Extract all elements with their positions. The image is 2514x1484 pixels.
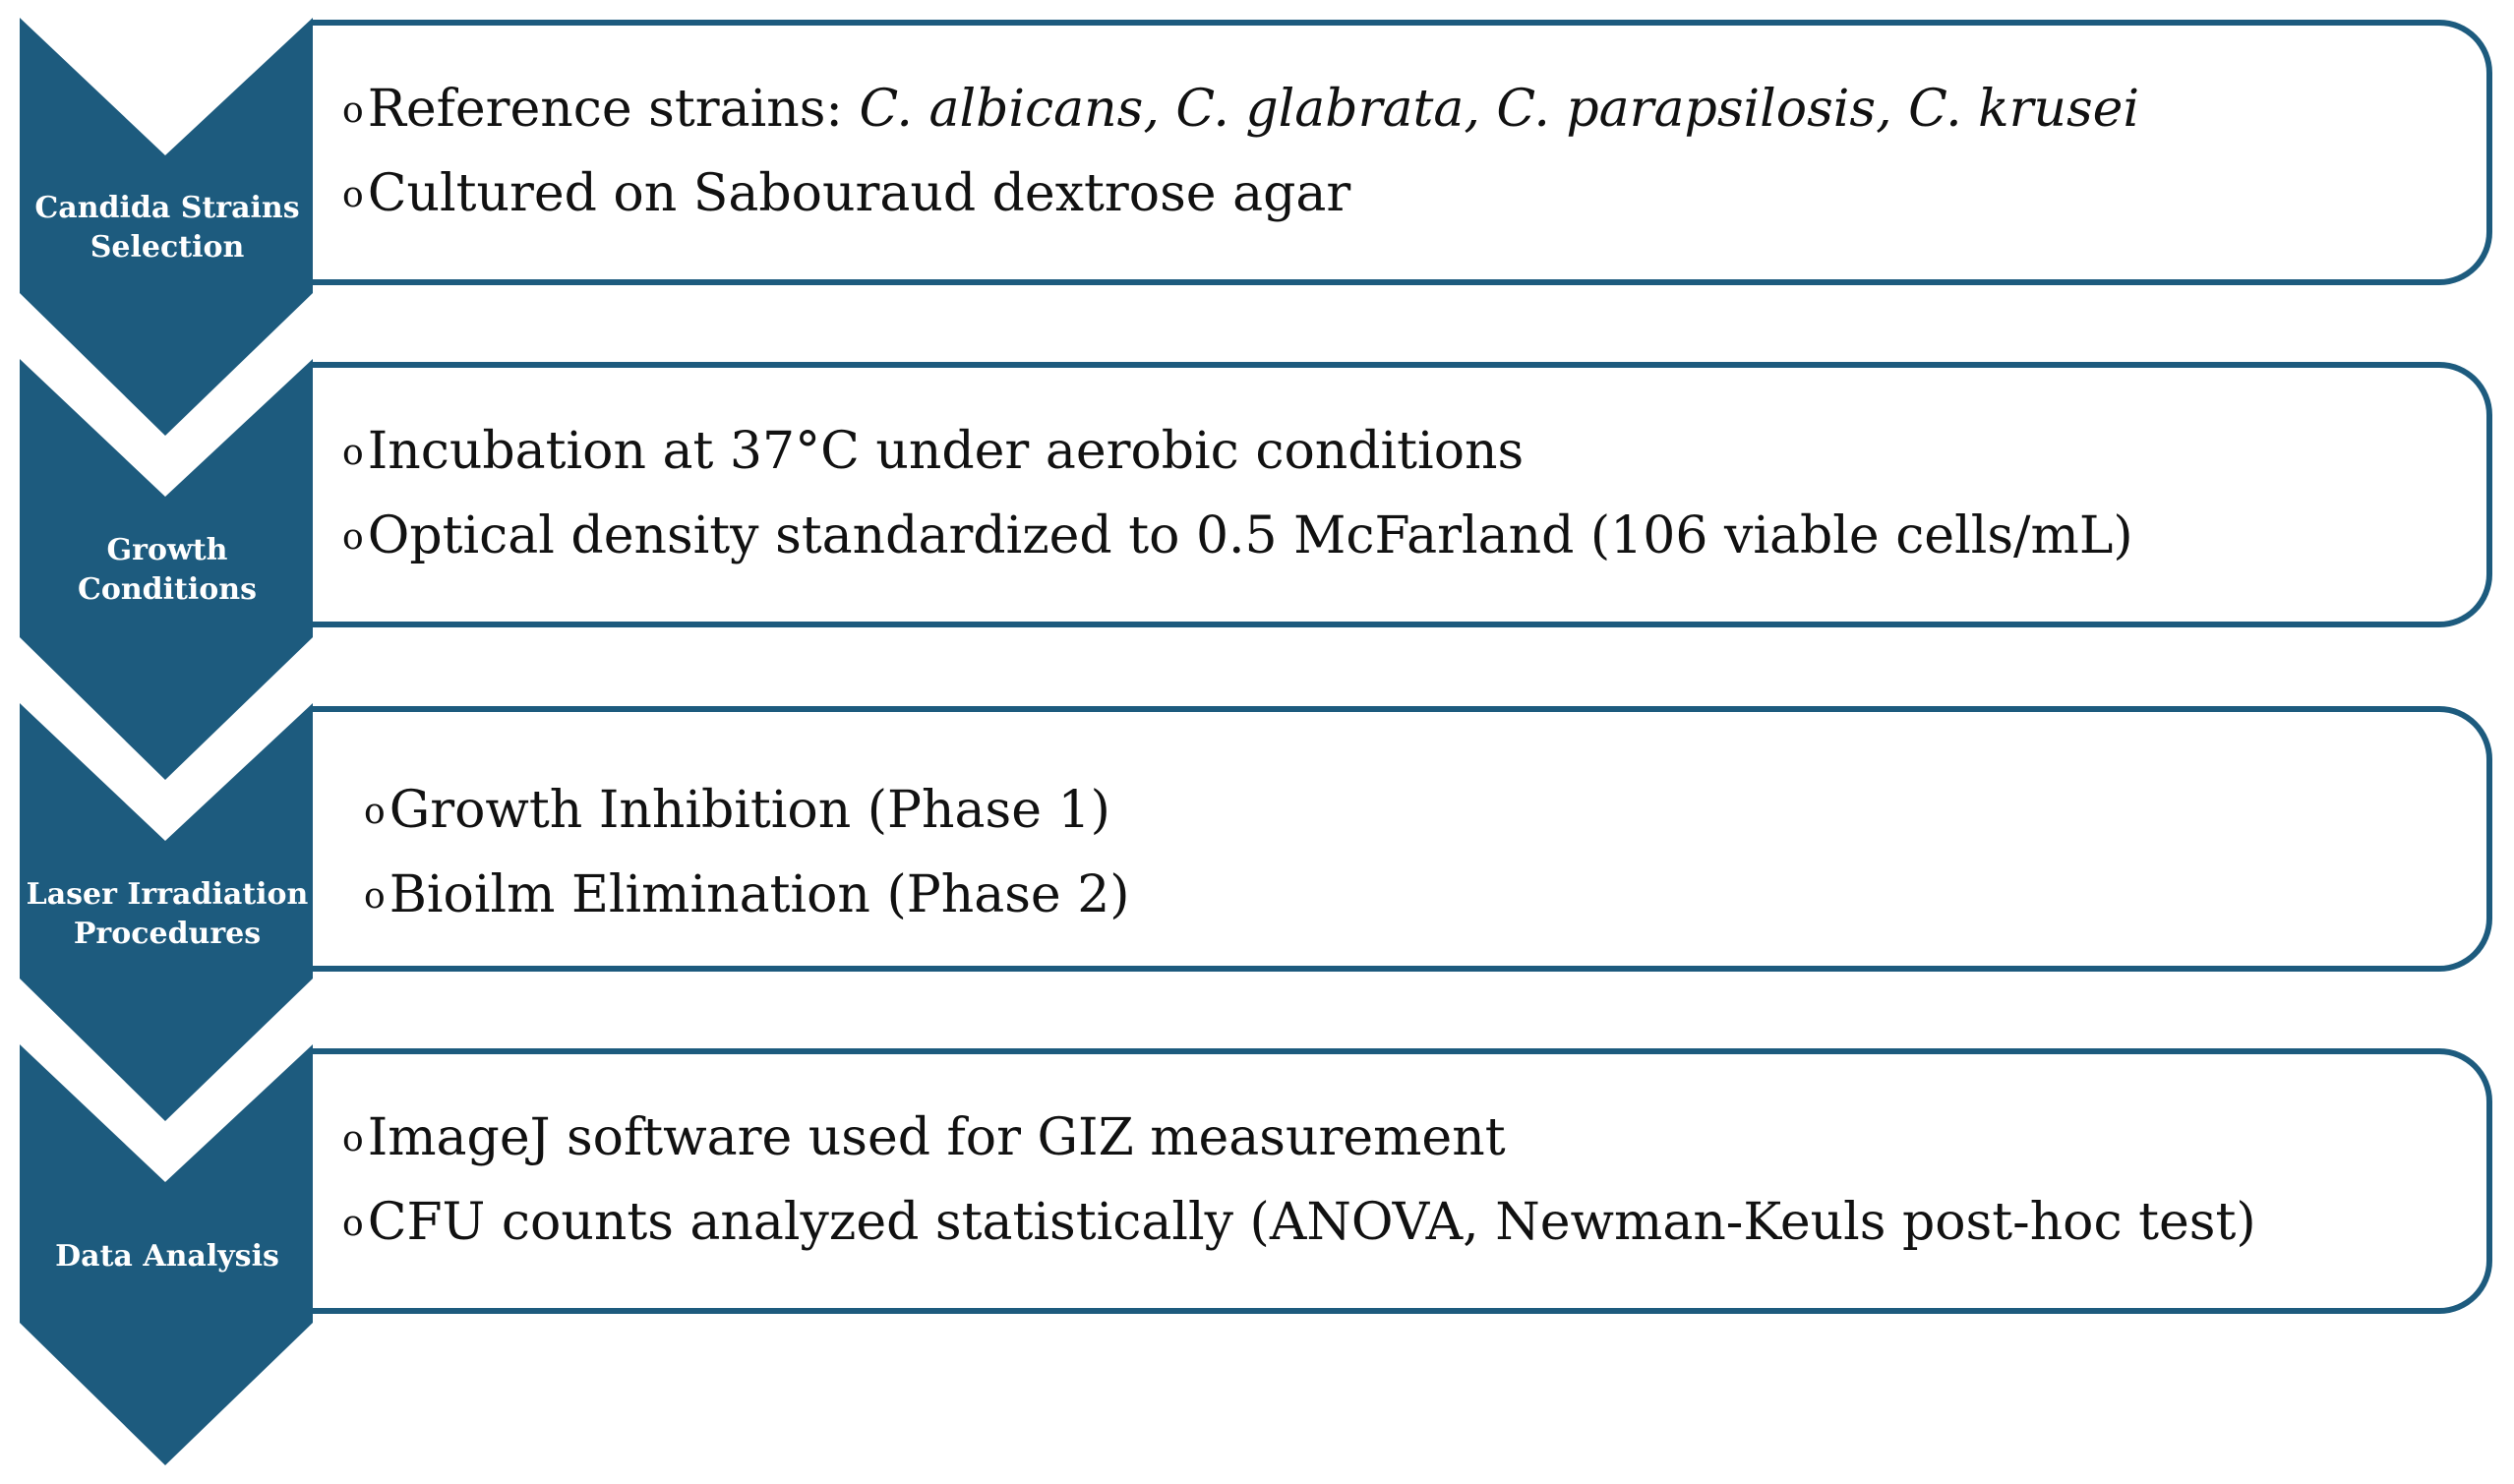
list-item [342, 769, 2486, 854]
bullet-icon: o [342, 517, 364, 558]
step-label-3: Laser Irradiation Procedures [26, 877, 309, 951]
step-box-1 [313, 20, 2492, 285]
step-label-1: Candida Strains Selection [34, 191, 300, 265]
list-item [342, 152, 2486, 237]
step-box-3 [313, 706, 2492, 972]
step-4-items [313, 1097, 2486, 1266]
bullet-icon: o [342, 433, 364, 473]
bullet-icon: o [342, 90, 364, 131]
list-item [342, 1097, 2486, 1181]
step-box-2 [313, 362, 2492, 627]
step-box-4 [313, 1048, 2492, 1314]
list-item [342, 68, 2486, 152]
item-text: Cultured on Sabouraud dextrose agar [367, 164, 1351, 223]
step-2-items [313, 410, 2486, 579]
item-text: Optical density standardized to 0.5 McFarland (106 viable cells/mL) [367, 506, 2133, 565]
bullet-icon: o [364, 792, 386, 832]
item-text: CFU counts analyzed statistically (ANOVA, Newman-Keuls post-hoc test) [367, 1193, 2256, 1252]
item-text: Incubation at 37°C under aerobic conditions [367, 422, 1525, 481]
bullet-icon: o [342, 175, 364, 215]
list-item [342, 1181, 2486, 1266]
item-text: ImageJ software used for GIZ measurement [367, 1108, 1506, 1167]
list-item [342, 854, 2486, 938]
item-text: Growth Inhibition (Phase 1) [389, 781, 1110, 840]
bullet-icon: o [364, 876, 386, 917]
step-label-2: Growth Conditions [77, 533, 258, 607]
bullet-icon: o [342, 1204, 364, 1244]
step-3-items [313, 740, 2486, 938]
step-1-items [313, 68, 2486, 237]
list-item [342, 495, 2486, 579]
step-label-4: Data Analysis [55, 1239, 279, 1274]
item-text-italic: C. albicans, C. glabrata, C. parapsilosis, C. krusei [859, 80, 2140, 139]
item-text: Bioilm Elimination (Phase 2) [389, 865, 1130, 924]
bullet-icon: o [342, 1119, 364, 1159]
item-text: Reference strains: [367, 80, 860, 139]
list-item [342, 410, 2486, 495]
